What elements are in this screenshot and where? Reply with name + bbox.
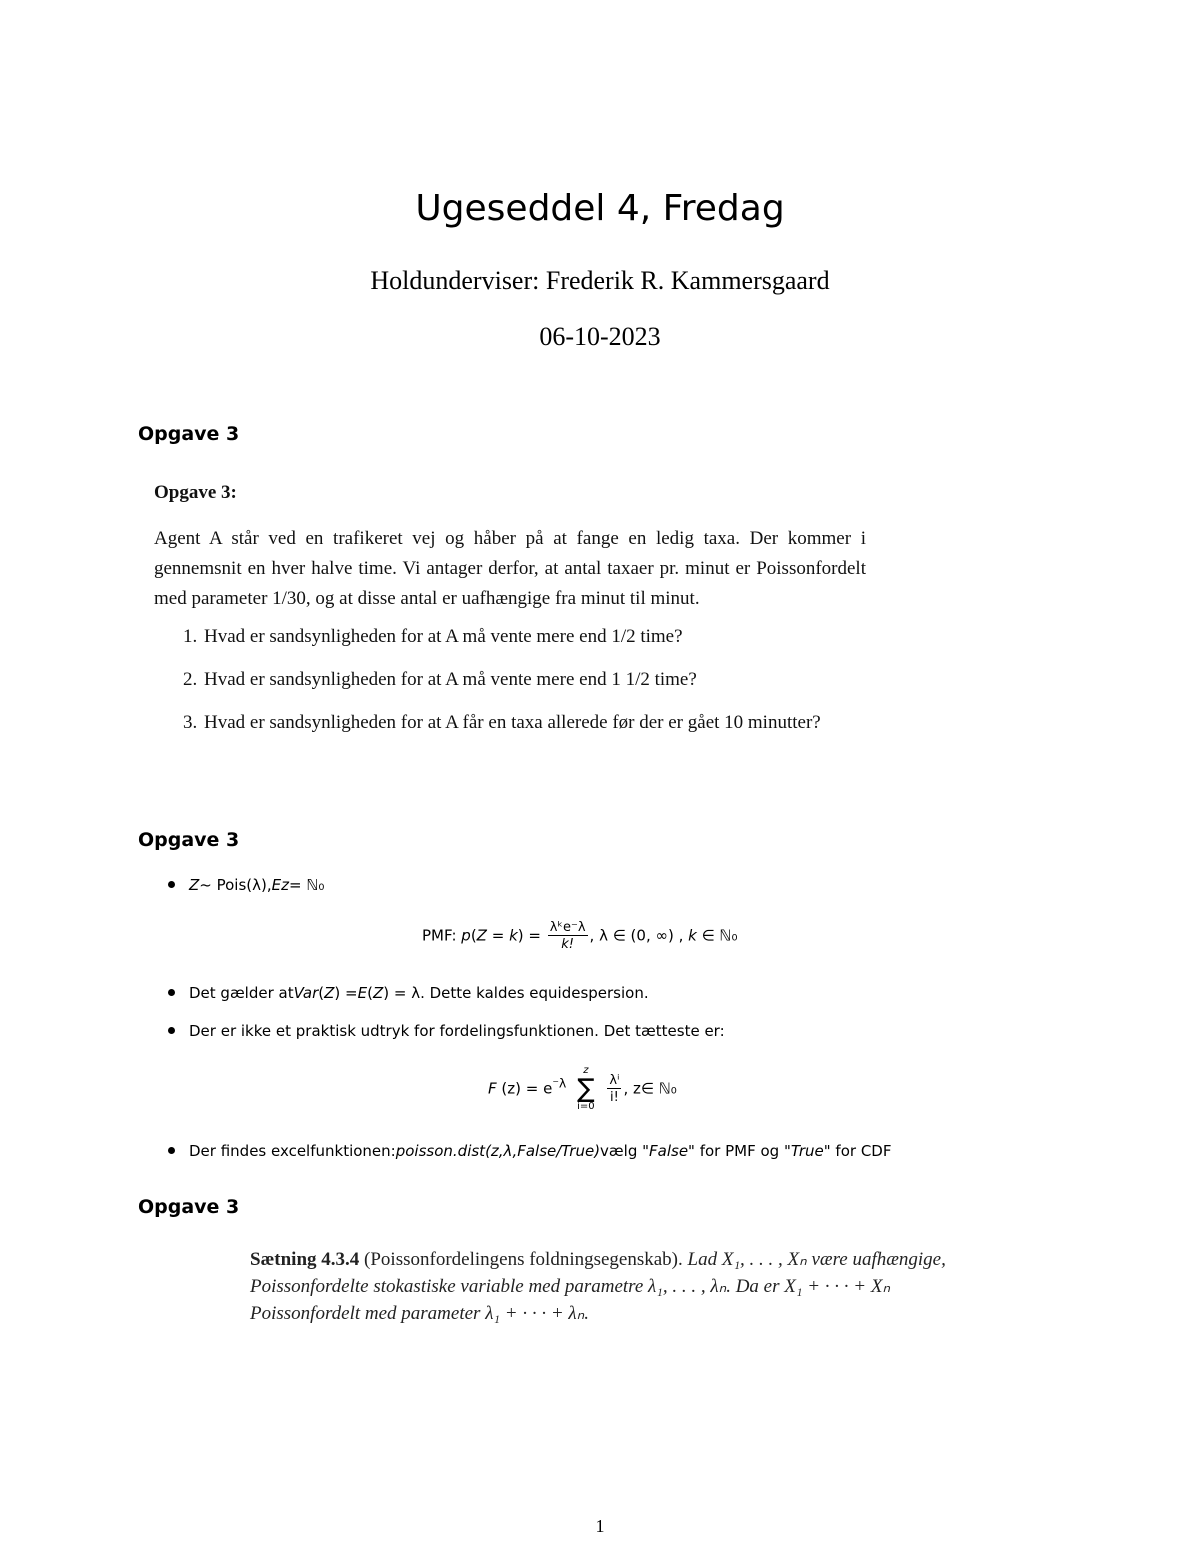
math-text: F bbox=[488, 1079, 497, 1098]
bullet-dot-icon bbox=[168, 1147, 175, 1154]
section-heading-2: Opgave 3 bbox=[138, 829, 240, 851]
bullet-dot-icon bbox=[168, 1027, 175, 1034]
bullet-dot-icon bbox=[168, 989, 175, 996]
fraction-denominator: k! bbox=[561, 937, 574, 952]
section-heading-3: Opgave 3 bbox=[138, 1196, 240, 1218]
theorem-excerpt bbox=[250, 1246, 950, 1327]
math-text: ) = bbox=[517, 926, 541, 945]
bullet-cdf-intro bbox=[168, 1022, 725, 1040]
theorem-heading: Sætning 4.3.4 bbox=[250, 1249, 360, 1270]
math-text: Z bbox=[372, 984, 384, 1002]
problem-excerpt bbox=[154, 478, 866, 751]
bullet-text: True bbox=[790, 1142, 824, 1160]
math-text: , z∈ ℕ₀ bbox=[623, 1079, 677, 1098]
math-text: p bbox=[461, 926, 471, 945]
math-text: ( bbox=[367, 984, 373, 1002]
pmf-formula bbox=[422, 920, 737, 952]
bullet-text: " for PMF og " bbox=[688, 1142, 791, 1160]
bullet-text: Der er ikke et praktisk udtryk for fordelingsfunktionen. Det tætteste er: bbox=[189, 1022, 725, 1040]
math-text: Z bbox=[324, 984, 335, 1002]
question-list bbox=[154, 622, 866, 738]
math-text: ∈ ℕ₀ bbox=[696, 926, 738, 945]
bullet-distribution bbox=[168, 876, 324, 894]
problem-body: Agent A står ved en trafikeret vej og håber på at fange en ledig taxa. Der kommer i gennemsnit en hver halve time. Vi antager derfor, at antal taxaer pr. minut er Poissonfordelt med parameter 1/30, og at disse antal er uafhængige fra minut til minut. bbox=[154, 528, 866, 609]
math-text: ( bbox=[470, 926, 477, 945]
bullet-text: Der findes excelfunktionen: bbox=[189, 1142, 396, 1160]
math-text: Z bbox=[476, 926, 487, 945]
math-text: = ℕ₀ bbox=[289, 876, 325, 894]
cdf-fraction bbox=[607, 1073, 621, 1105]
math-text: k bbox=[509, 926, 518, 945]
math-text: k bbox=[688, 926, 697, 945]
pmf-label: PMF: bbox=[422, 926, 462, 945]
fraction-denominator: i! bbox=[610, 1090, 619, 1105]
math-text: ~ Pois(λ), bbox=[199, 876, 272, 894]
bullet-text: " for CDF bbox=[823, 1142, 892, 1160]
question-item: 3. Hvad er sandsynligheden for at A får en taxa allerede før der er gået 10 minutter? bbox=[202, 708, 866, 738]
bullet-excel bbox=[168, 1142, 891, 1160]
problem-title: Opgave 3: bbox=[154, 482, 237, 503]
bullet-text: vælg " bbox=[600, 1142, 650, 1160]
math-text: Det gælder at bbox=[189, 984, 294, 1002]
page-number: 1 bbox=[595, 1516, 605, 1536]
fraction-numerator: λⁱ bbox=[609, 1073, 620, 1088]
math-text: ( bbox=[318, 984, 325, 1002]
document-date: 06-10-2023 bbox=[539, 322, 661, 351]
math-text: = bbox=[486, 926, 510, 945]
math-text: Var bbox=[293, 984, 319, 1002]
section-heading-1: Opgave 3 bbox=[138, 423, 240, 445]
author-line: Holdunderviser: Frederik R. Kammersgaard bbox=[370, 266, 830, 295]
excel-function: poisson.dist(z,λ,False/True) bbox=[395, 1142, 601, 1160]
document-title: Ugeseddel 4, Fredag bbox=[415, 188, 785, 229]
bullet-text: False bbox=[649, 1142, 689, 1160]
pmf-fraction bbox=[548, 920, 588, 952]
theorem-body: Lad X₁, . . . , Xₙ være uafhængige, Poissonfordelte stokastiske variable med parametre λ₁, . . . , λₙ. Da er X₁ + · · · + Xₙ Poissonfordelt med parameter λ₁ + · · · + λₙ. bbox=[250, 1249, 946, 1324]
theorem-note: (Poissonfordelingens foldningsegenskab). bbox=[359, 1249, 683, 1270]
bullet-dot-icon bbox=[168, 881, 175, 888]
math-text: ) = bbox=[334, 984, 358, 1002]
sum-sign: ∑ bbox=[577, 1074, 595, 1104]
cdf-formula bbox=[488, 1066, 677, 1112]
math-text: ) = λ. Dette kaldes equidespersion. bbox=[383, 984, 649, 1002]
question-item: 1. Hvad er sandsynligheden for at A må vente mere end 1/2 time? bbox=[202, 622, 866, 652]
sum-upper-limit: z bbox=[583, 1065, 589, 1076]
summation-symbol bbox=[577, 1066, 595, 1112]
bullet-variance bbox=[168, 984, 649, 1002]
math-text: E bbox=[357, 984, 368, 1002]
math-text: (z) = e bbox=[496, 1079, 553, 1098]
question-item: 2. Hvad er sandsynligheden for at A må vente mere end 1 1/2 time? bbox=[202, 665, 866, 695]
fraction-numerator: λᵏe⁻λ bbox=[549, 920, 586, 935]
sum-lower-limit: i=0 bbox=[577, 1101, 595, 1112]
math-text: Ez bbox=[271, 876, 289, 894]
math-text: , λ ∈ (0, ∞) , bbox=[589, 926, 689, 945]
math-text: ⁻λ bbox=[552, 1075, 567, 1091]
math-text: Z bbox=[189, 876, 200, 894]
